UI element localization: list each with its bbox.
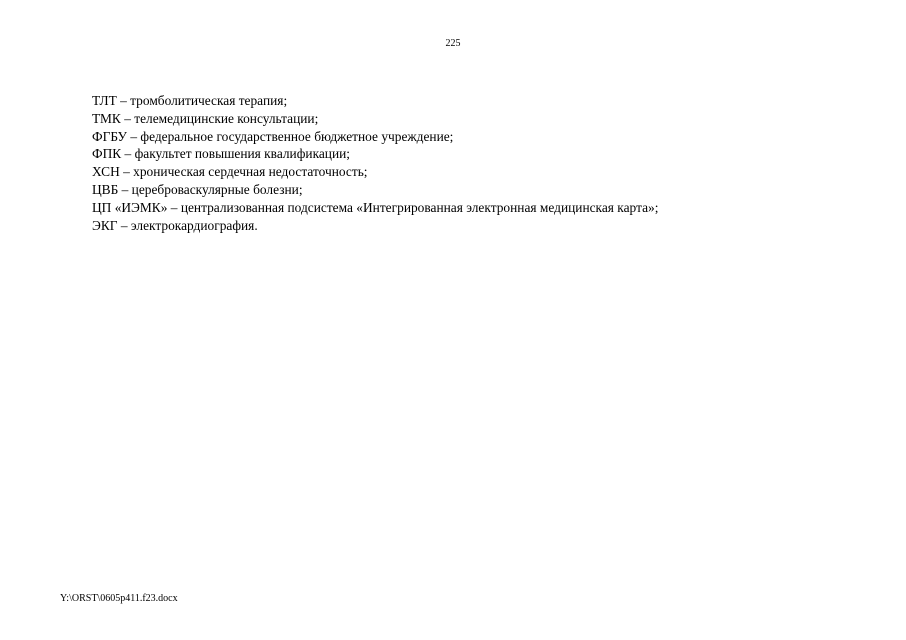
abbreviation-item: ЦВБ – цереброваскулярные болезни; xyxy=(92,181,303,197)
abbreviation-list xyxy=(92,92,872,234)
abbreviation-item: ТМК – телемедицинские консультации; xyxy=(92,110,319,126)
page-number: 225 xyxy=(445,38,461,49)
abbreviation-item: ТЛТ – тромболитическая терапия; xyxy=(92,93,288,108)
abbreviation-item: ЭКГ – электрокардиография. xyxy=(92,217,258,233)
abbreviation-item: ХСН – хроническая сердечная недостаточность; xyxy=(92,164,368,180)
footer-file-path: Y:\ORST\0605p411.f23.docx xyxy=(60,593,178,604)
abbreviation-item: ФПК – факультет повышения квалификации; xyxy=(92,146,351,162)
abbreviation-item: ФГБУ – федеральное государственное бюджетное учреждение; xyxy=(92,128,454,144)
abbreviation-item: ЦП «ИЭМК» – централизованная подсистема «Интегрированная электронная медицинская карта»; xyxy=(92,199,659,215)
